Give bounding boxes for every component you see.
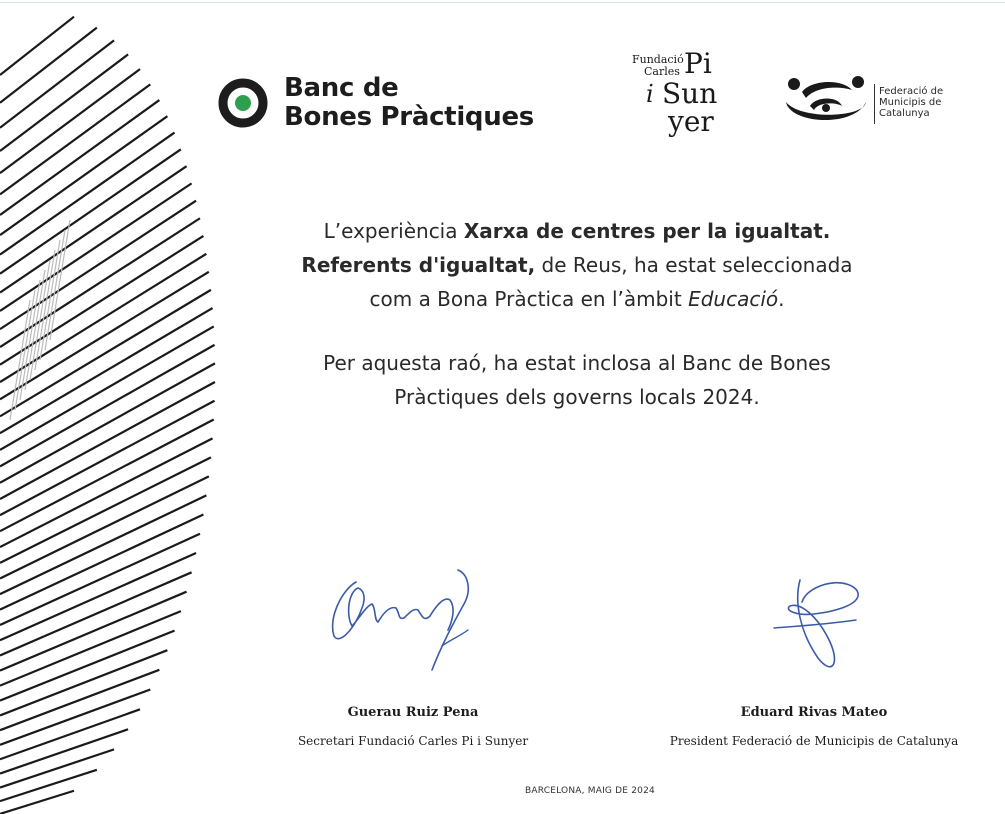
decorative-stripe <box>0 572 192 655</box>
period: . <box>778 287 785 311</box>
decorative-stripe <box>0 84 150 194</box>
logo-word-i: i <box>646 80 654 108</box>
decorative-stripe <box>0 363 215 482</box>
area-text: Educació <box>688 287 779 311</box>
decorative-stripe <box>0 166 187 292</box>
inclusion-paragraph <box>250 346 904 414</box>
left-signer-role: Secretari Fundació Carles Pi i Sunyer <box>297 734 529 748</box>
right-signer-role: President Federació de Municipis de Catalunya <box>669 734 959 748</box>
federacio-municipis-logo <box>780 70 970 132</box>
decorative-stripe <box>0 457 211 563</box>
right-signature <box>770 572 870 682</box>
fmc-wordmark <box>879 86 943 119</box>
left-signer-name: Guerau Ruiz Pena <box>347 705 479 720</box>
selection-paragraph <box>250 214 904 316</box>
decorative-stripe <box>0 401 215 515</box>
decorative-stripe <box>0 770 97 801</box>
inclusion-line-2: Pràctiques dels governs locals 2024. <box>394 385 760 409</box>
decorative-stripe <box>0 690 150 745</box>
decorative-stripe <box>0 218 200 347</box>
logo-word-yer: yer <box>668 105 714 138</box>
left-signer <box>238 704 588 750</box>
fmc-line-2: Municipis de <box>879 97 942 108</box>
banc-bones-practiques-logo <box>218 74 558 136</box>
decorative-stripe <box>0 149 181 273</box>
people-circle-logo-icon <box>780 72 872 132</box>
logo-word-fundacio: Fundació <box>632 53 684 66</box>
decorative-stripe <box>0 201 196 329</box>
decorative-stripe <box>0 17 74 75</box>
decorative-stripe <box>0 611 181 686</box>
bbp-line-2: Bones Pràctiques <box>284 102 534 132</box>
logo-word-pi: Pi <box>684 47 712 80</box>
practice-name-part-2: Referents d'igualtat, <box>301 253 536 277</box>
selection-text: de Reus, ha estat seleccionada <box>535 253 853 277</box>
target-dot-logo-icon <box>218 78 268 128</box>
bbp-line-1: Banc de <box>284 73 399 103</box>
place-date-footer: BARCELONA, MAIG DE 2024 <box>525 786 655 796</box>
decorative-stripe <box>0 382 215 499</box>
decorative-stripe <box>0 791 74 814</box>
decorative-stripes <box>0 0 240 814</box>
fundacio-pi-sunyer-logo <box>628 47 738 144</box>
decorative-stripe <box>0 670 159 730</box>
right-signer-name: Eduard Rivas Mateo <box>740 705 888 720</box>
decorative-stripe <box>0 183 192 311</box>
decorative-stripe <box>0 69 140 173</box>
fmc-line-3: Catalunya <box>879 108 930 119</box>
logo-word-sun: Sun <box>662 77 718 110</box>
practice-name-part-1: Xarxa de centres per la igualtat. <box>463 219 831 243</box>
left-signature <box>318 560 488 680</box>
inclusion-line-1: Per aquesta raó, ha estat inclosa al Banc de Bones <box>323 351 831 375</box>
logo-word-carles: Carles <box>644 65 680 78</box>
decorative-stripe <box>0 592 187 671</box>
bona-practica-text: com a Bona Pràctica en l’àmbit <box>369 287 689 311</box>
decorative-stripe <box>0 709 140 759</box>
decorative-stripe <box>0 438 213 547</box>
bbp-wordmark <box>284 74 534 132</box>
right-signer <box>638 704 990 750</box>
fmc-line-1: Federació de <box>879 86 944 97</box>
decorative-stripe <box>0 40 114 127</box>
decorative-stripe <box>0 254 206 382</box>
fmc-divider <box>874 84 875 124</box>
decorative-stripe <box>0 420 214 532</box>
intro-text: L’experiència <box>323 219 464 243</box>
